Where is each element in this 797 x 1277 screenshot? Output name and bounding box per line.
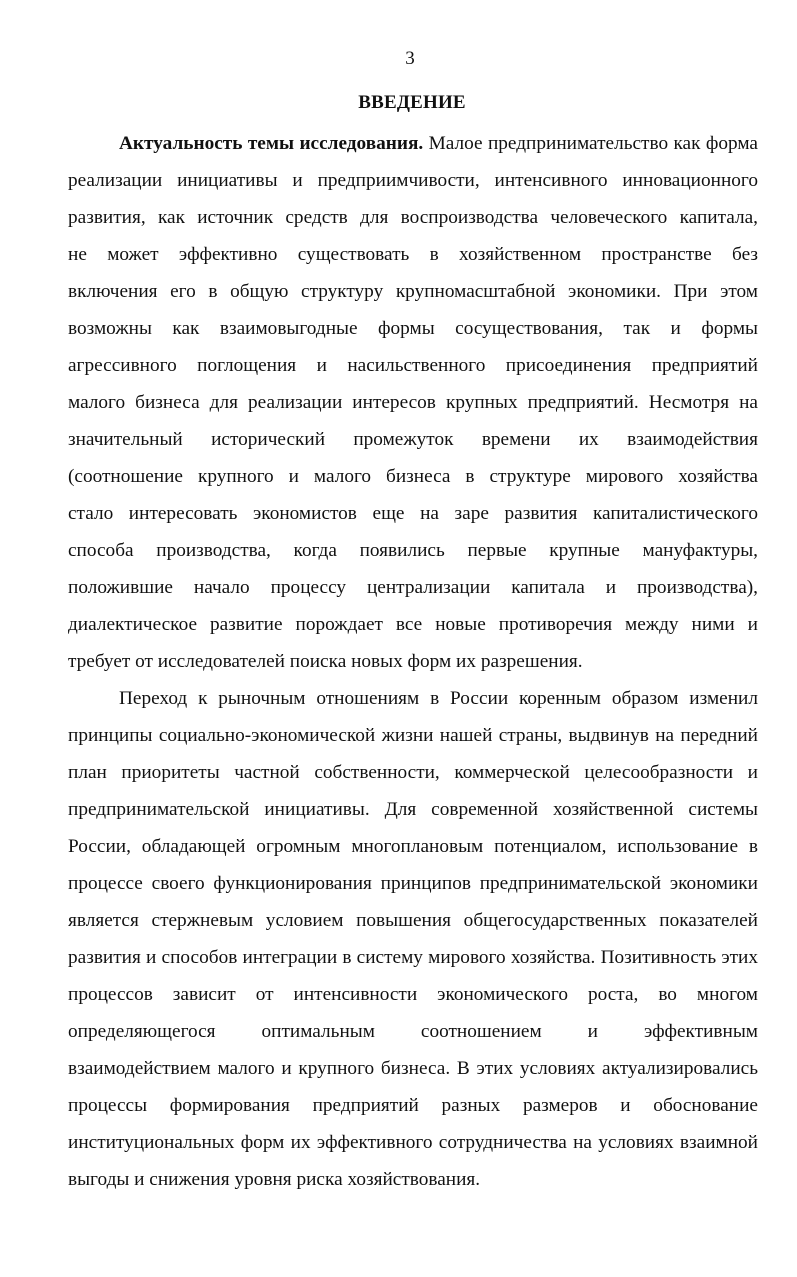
text-line: Актуальность темы исследования. Малое предпринимательство как форма bbox=[119, 133, 758, 154]
text-line: процессов зависит от интенсивности экономического роста, во многом bbox=[68, 984, 758, 1005]
text-line: является стержневым условием повышения общегосударственных показателей bbox=[68, 910, 758, 931]
text-line: стало интересовать экономистов еще на заре развития капиталистического bbox=[68, 503, 758, 524]
text-line: реализации инициативы и предприимчивости, интенсивного инновационного bbox=[68, 170, 758, 191]
text-line: положившие начало процессу централизации капитала и производства), bbox=[68, 577, 758, 598]
text-line: выгоды и снижения уровня риска хозяйствования. bbox=[68, 1169, 481, 1190]
page-number: 3 bbox=[405, 48, 415, 69]
text-line: развития и способов интеграции в систему мирового хозяйства. Позитивность этих bbox=[68, 947, 758, 968]
text-line: России, обладающей огромным многоплановым потенциалом, использование в bbox=[68, 836, 758, 857]
text-line: институциональных форм их эффективного сотрудничества на условиях взаимной bbox=[68, 1132, 758, 1153]
text-line: взаимодействием малого и крупного бизнеса. В этих условиях актуализировались bbox=[68, 1058, 758, 1079]
text-line: возможны как взаимовыгодные формы сосуществования, так и формы bbox=[68, 318, 758, 339]
page-title: ВВЕДЕНИЕ bbox=[358, 92, 466, 113]
text-line: процессы формирования предприятий разных размеров и обоснование bbox=[68, 1095, 758, 1116]
text-line: развития, как источник средств для воспроизводства человеческого капитала, bbox=[68, 207, 758, 228]
text-line: способа производства, когда появились первые крупные мануфактуры, bbox=[68, 540, 758, 561]
text-line: диалектическое развитие порождает все новые противоречия между ними и bbox=[68, 614, 758, 635]
text-line: (соотношение крупного и малого бизнеса в структуре мирового хозяйства bbox=[68, 466, 758, 487]
text-line: план приоритеты частной собственности, коммерческой целесообразности и bbox=[68, 762, 758, 783]
text-line: не может эффективно существовать в хозяйственном пространстве без bbox=[68, 244, 758, 265]
text-line: малого бизнеса для реализации интересов крупных предприятий. Несмотря на bbox=[68, 392, 758, 413]
text-line: определяющегося оптимальным соотношением и эффективным bbox=[68, 1021, 758, 1042]
text-line: Переход к рыночным отношениям в России коренным образом изменил bbox=[119, 688, 758, 709]
text-line: требует от исследователей поиска новых форм их разрешения. bbox=[68, 651, 583, 672]
text-line: принципы социально-экономической жизни нашей страны, выдвинув на передний bbox=[68, 725, 758, 746]
text-line: процессе своего функционирования принципов предпринимательской экономики bbox=[68, 873, 758, 894]
text-line: включения его в общую структуру крупномасштабной экономики. При этом bbox=[68, 281, 758, 302]
text-line: значительный исторический промежуток времени их взаимодействия bbox=[68, 429, 758, 450]
lead-phrase: Актуальность темы исследования. bbox=[119, 133, 424, 154]
text-line: агрессивного поглощения и насильственного присоединения предприятий bbox=[68, 355, 758, 376]
text-line: предпринимательской инициативы. Для современной хозяйственной системы bbox=[68, 799, 758, 820]
